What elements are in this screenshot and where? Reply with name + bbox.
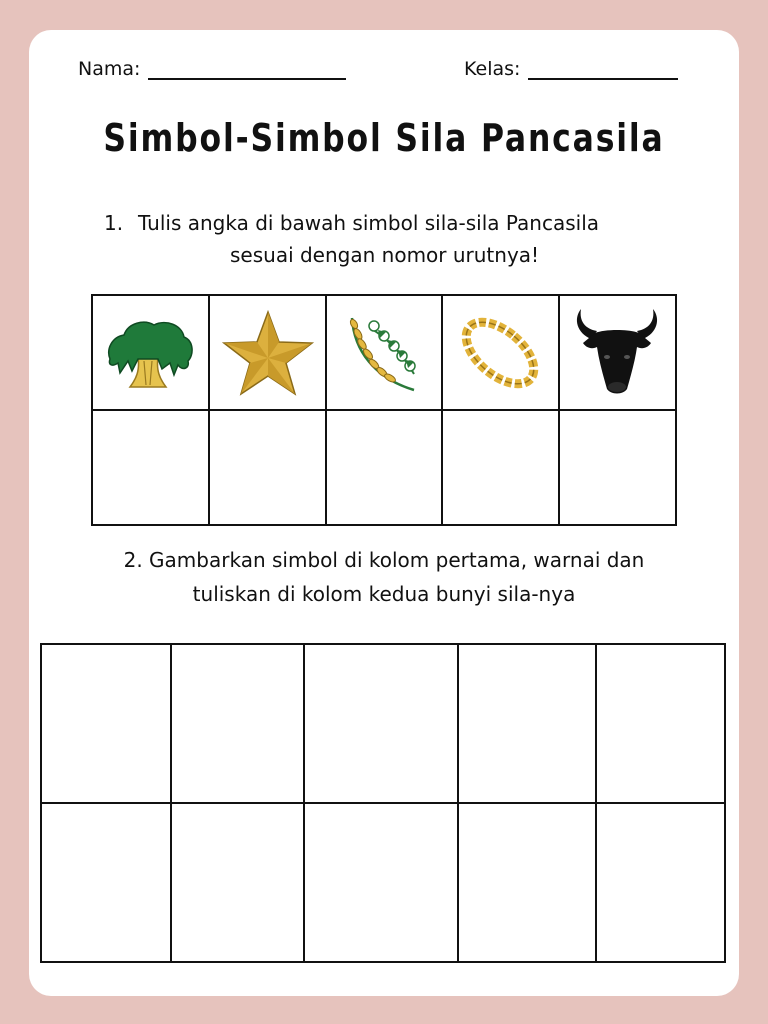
tree-icon [104,313,196,393]
drawing-cell[interactable] [41,803,171,962]
drawing-cell[interactable] [171,644,305,803]
name-field [78,58,346,80]
name-blank-line[interactable] [148,60,346,80]
drawing-cell[interactable] [41,644,171,803]
drawing-cell[interactable] [596,803,725,962]
rice-cotton-icon [344,310,424,396]
drawing-table [40,643,726,963]
question-1-line-1: Tulis angka di bawah simbol sila-sila Pancasila [138,211,600,235]
question-2 [0,543,768,611]
drawing-row-2 [41,803,725,962]
symbol-table [91,294,677,526]
answer-cell-2[interactable] [209,410,326,525]
drawing-row-1 [41,644,725,803]
question-2-line-2: tuliskan di kolom kedua bunyi sila-nya [192,582,576,606]
symbol-cell-1 [92,295,209,410]
symbol-cell-4 [442,295,558,410]
answer-row [92,410,676,525]
drawing-cell[interactable] [596,644,725,803]
star-icon [220,308,316,398]
symbol-cell-3 [326,295,442,410]
answer-cell-4[interactable] [442,410,558,525]
drawing-cell[interactable] [171,803,305,962]
class-blank-line[interactable] [528,60,678,80]
page-title: Simbol-Simbol Sila Pancasila [103,116,665,160]
symbol-row [92,295,676,410]
symbol-cell-2 [209,295,326,410]
question-1-number: 1. [104,211,124,235]
class-label: Kelas: [464,58,521,80]
answer-cell-5[interactable] [559,410,676,525]
name-label: Nama: [78,58,141,80]
chain-icon [458,307,542,399]
drawing-cell[interactable] [304,803,458,962]
drawing-cell[interactable] [304,644,458,803]
drawing-cell[interactable] [458,803,597,962]
bull-head-icon [569,305,665,401]
question-2-line-1: 2. Gambarkan simbol di kolom pertama, warnai dan [123,548,645,572]
question-1-line-2: sesuai dengan nomor urutnya! [230,243,540,267]
answer-cell-3[interactable] [326,410,442,525]
answer-cell-1[interactable] [92,410,209,525]
symbol-cell-5 [559,295,676,410]
drawing-cell[interactable] [458,644,597,803]
class-field [464,58,678,80]
